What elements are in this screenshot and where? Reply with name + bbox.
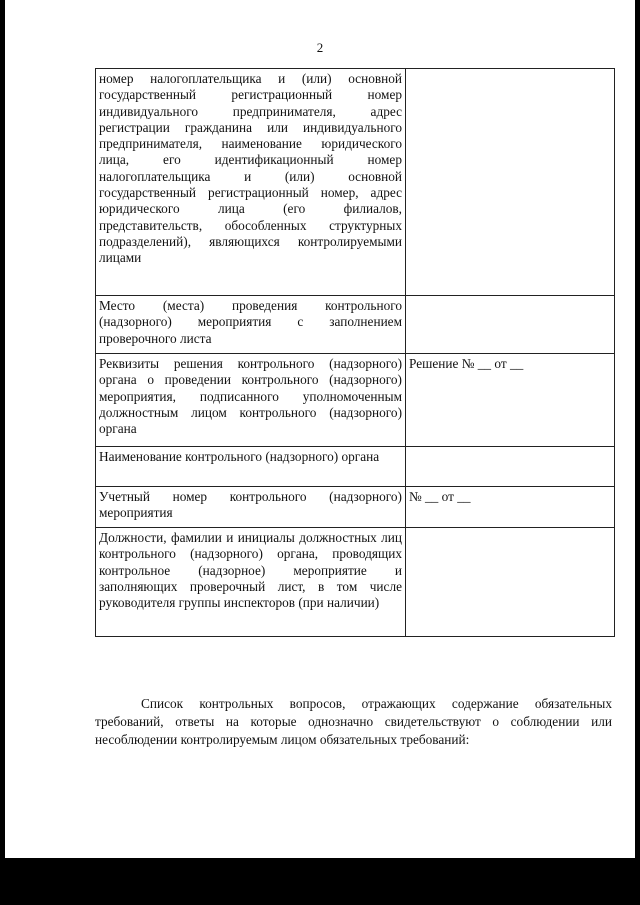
table-value-cell: Решение № __ от __	[406, 354, 615, 447]
scan-border-right	[635, 0, 640, 858]
table-row	[96, 447, 615, 487]
checklist-intro-paragraph: Список контрольных вопросов, отражающих содержание обязательных требований, ответы на которые однозначно свидетельствуют о соблюдении или несоблюдении контролируемым лицом обязательных требований:	[95, 696, 612, 748]
table-row	[96, 69, 615, 296]
scan-border-bottom	[0, 858, 640, 905]
table-row	[96, 354, 615, 447]
table-label-cell: Учетный номер контрольного (надзорного) мероприятия	[96, 487, 406, 528]
table-row	[96, 296, 615, 354]
table-value-cell	[406, 447, 615, 487]
scan-border-left	[0, 0, 5, 858]
checklist-header-table	[95, 68, 615, 637]
table-value-cell	[406, 296, 615, 354]
page-number: 2	[316, 40, 324, 55]
table-label-cell: Реквизиты решения контрольного (надзорного) органа о проведении контрольного (надзорного) мероприятия, подписанного уполномоченным должностным лицом контрольного (надзорного) органа	[96, 354, 406, 447]
table-value-cell	[406, 69, 615, 296]
table-label-cell: номер налогоплательщика и (или) основной государственный регистрационный номер индивидуального предпринимателя, адрес регистрации гражданина или индивидуального предпринимателя, наименование юридического лица, его идентификационный номер налогоплательщика и (или) основной государственный регистрационный номер, адрес юридического лица (его филиалов, представительств, обособленных структурных подразделений), являющихся контролируемыми лицами	[96, 69, 406, 296]
table-label-cell: Наименование контрольного (надзорного) органа	[96, 447, 406, 487]
table-value-cell	[406, 528, 615, 637]
table-row	[96, 487, 615, 528]
table-value-cell: № __ от __	[406, 487, 615, 528]
table-row	[96, 528, 615, 637]
table-label-cell: Место (места) проведения контрольного (надзорного) мероприятия с заполнением проверочного листа	[96, 296, 406, 354]
table-label-cell: Должности, фамилии и инициалы должностных лиц контрольного (надзорного) органа, проводящих контрольное (надзорное) мероприятие и заполняющих проверочный лист, в том числе руководителя группы инспекторов (при наличии)	[96, 528, 406, 637]
